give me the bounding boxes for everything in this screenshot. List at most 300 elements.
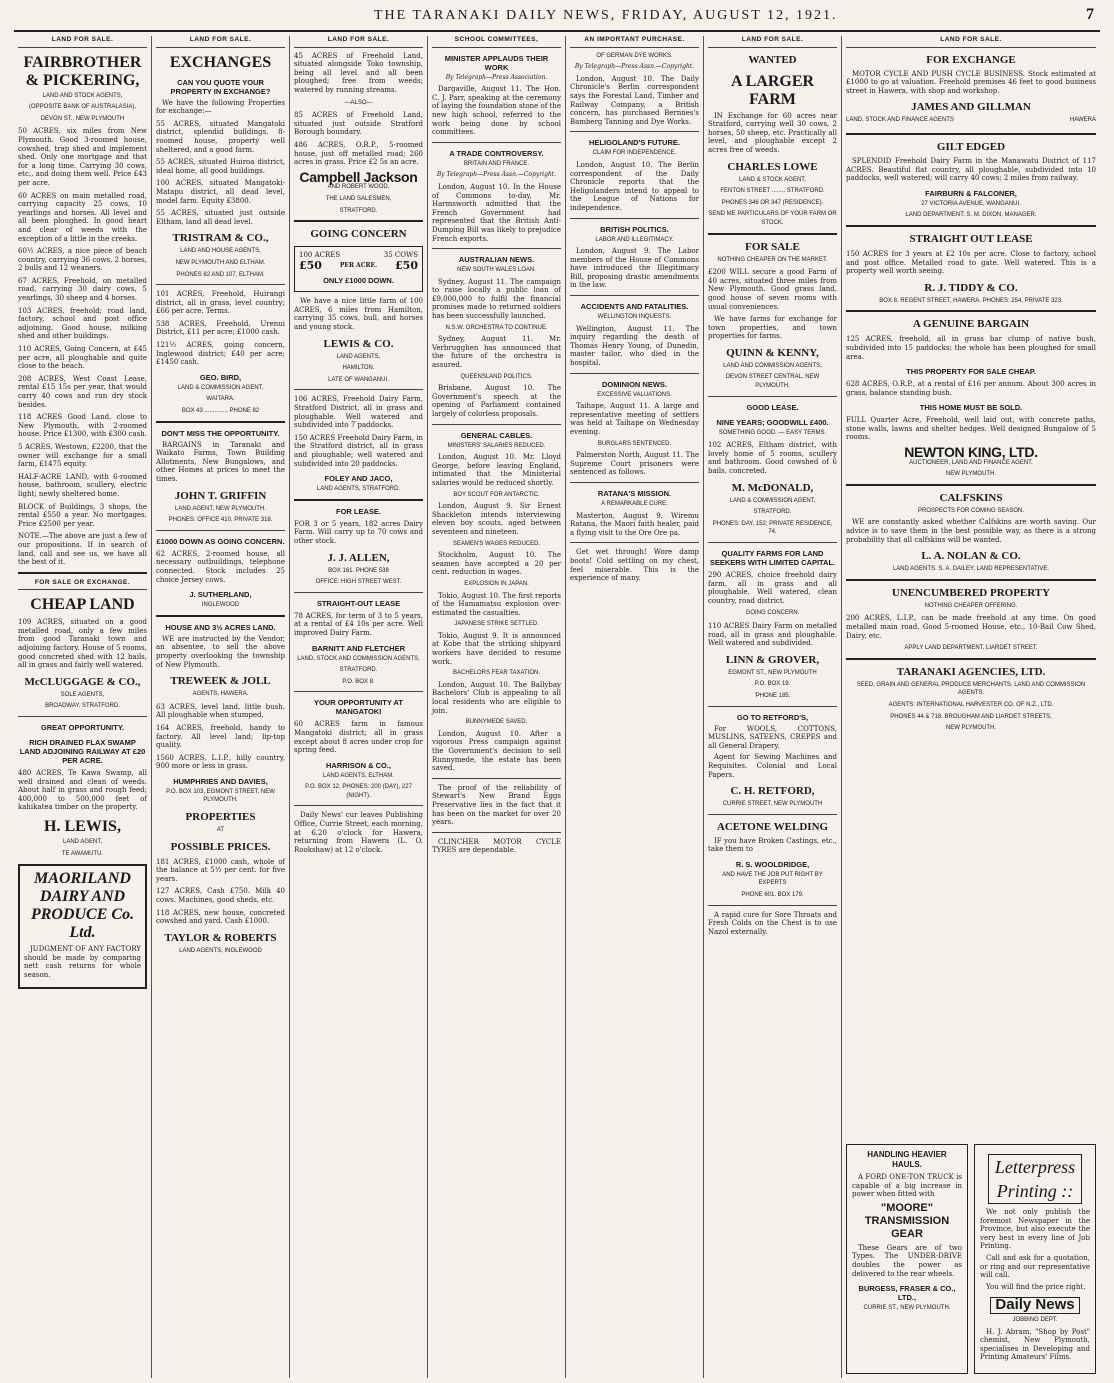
listing: 110 ACRES, Going Concern, at £45 per acre, all ploughable and quite close to the beach. bbox=[18, 345, 147, 371]
listing: 118 ACRES, new house, concreted cowshed and yard. Cash £1000. bbox=[156, 908, 285, 926]
article-subheading: BOY SCOUT FOR ANTARCTIC. bbox=[453, 491, 540, 498]
agency-name: McCLUGGAGE & CO., bbox=[24, 675, 141, 688]
article-subheading: MINISTERS' SALARIES REDUCED. bbox=[447, 442, 546, 449]
agency-address: (OPPOSITE BANK OF AUSTRALASIA), bbox=[28, 104, 137, 111]
divider bbox=[432, 248, 561, 249]
agency-sub: LAND, STOCK AND FINANCE AGENTS bbox=[846, 117, 954, 124]
article-body: Tokio, August 10. The first reports of the Hamamatsu explosion over-estimated the casualties. bbox=[432, 591, 561, 617]
article-body: London, August 9. The Labor members of the House of Commons have introduced the Illegitimacy Bill, proposing drastic amendments in the law. bbox=[570, 247, 699, 290]
article-subheading: BACHELORS FEAR TAXATION. bbox=[452, 670, 541, 677]
category-heading: LAND FOR SALE. bbox=[708, 36, 837, 48]
article-body: Taihape, August 11. A large and representative meeting of settlers was held at Taihape on Wednesday evening. bbox=[570, 402, 699, 436]
listing: 150 ACRES for 3 years at £2 10s per acre. Close to factory, school and post office. Metalled road to gate. Well watered. This is a property well worth seeing. bbox=[846, 249, 1096, 276]
listing: 486 ACRES, O.R.P., 5-roomed house, just off metalled road; 260 acres in grass. Price £2 5s an acre. bbox=[294, 140, 423, 167]
agency-phone: PHONES 82 AND 107, ELTHAM. bbox=[176, 271, 265, 278]
agency-phone: PHONES: DAY, 152; PRIVATE RESIDENCE, 74. bbox=[712, 520, 833, 536]
ad-heading: GOING CONCERN bbox=[310, 228, 407, 241]
article-byline: By Telegraph—Press Association. bbox=[445, 73, 548, 81]
ad-heading: A LARGER FARM bbox=[730, 72, 815, 108]
article-body: Sydney, August 11. Mr. Verbrugghen has announced that the future of the orchestra is assured. bbox=[432, 335, 561, 370]
business-address: CURRIE STREET, NEW PLYMOUTH bbox=[722, 801, 823, 808]
ad-body: We have the following Properties for exchange:— bbox=[156, 98, 285, 116]
ad-subheading: NOTHING CHEAPER ON THE MARKET. bbox=[717, 256, 828, 263]
article-headline: BRITISH POLITICS. bbox=[600, 224, 669, 234]
agency-box: P.O. BOX 8. bbox=[342, 678, 375, 685]
agency-sub: LAND, STOCK AND COMMISSION AGENTS, bbox=[297, 655, 420, 662]
agency-line bbox=[846, 116, 1096, 128]
listing: 103 ACRES, freehold; road land, factory, school and post office adjoining. Good house, milking shed and other buildings. bbox=[18, 306, 147, 341]
ad-heading: FOR EXCHANGE bbox=[926, 53, 1016, 66]
divider bbox=[156, 530, 285, 531]
agency-name: BARNITT AND FLETCHER bbox=[311, 643, 406, 653]
agency-sub: AGENTS: INTERNATIONAL HARVESTER CO. OF N.Z., LTD. bbox=[888, 701, 1054, 708]
divider bbox=[18, 716, 147, 717]
article-body: London, August 10. In the House of Commons to-day, Mr. Harmsworth admitted that the French Government had represented that the British Anti-Dumping Bill was likely to prejudice French exports. bbox=[432, 182, 561, 243]
ad-heading: "MOORE" TRANSMISSION GEAR bbox=[864, 1201, 950, 1240]
ad-body: AND HAVE THE JOB PUT RIGHT BY EXPERTS bbox=[722, 871, 823, 887]
divider bbox=[294, 691, 423, 692]
agency-name: HUMPHRIES AND DAVIES, bbox=[173, 776, 268, 786]
agency-address: BROADWAY, STRATFORD. bbox=[45, 703, 120, 710]
price: £50 bbox=[395, 258, 418, 272]
printing-ad bbox=[974, 1144, 1096, 1374]
article-body: Wellington, August 11. The inquiry regarding the death of Thomas Henry Young, of Dunedin, master tailor, who died in the hospital. bbox=[570, 324, 699, 368]
ad-heading: GOOD LEASE. bbox=[746, 402, 799, 412]
ad-heading: ACETONE WELDING bbox=[716, 820, 829, 833]
agency-address: DEVON STREET CENTRAL, NEW PLYMOUTH. bbox=[725, 374, 820, 390]
divider bbox=[432, 142, 561, 143]
article-body: London, August 9. Sir Ernest Shackleton intends interviewing eleven boy scouts, aged between seventeen and nineteen. bbox=[432, 502, 561, 536]
article-body: Palmerston North, August 11. The Supreme Court prisoners were sentenced as follows. bbox=[570, 451, 699, 477]
ad-heading: PROPERTIES bbox=[185, 811, 256, 824]
agency-name: J. SUTHERLAND, bbox=[189, 590, 252, 600]
listing: 50 ACRES, six miles from New Plymouth. Good 3-roomed house, cowshed, trap shed and implement shed. Only one mortgage and that for a long time. Carrying 30 cows, etc., and doing them well. Price £43 per acre. bbox=[18, 127, 147, 187]
advertisement: A rapid cure for Sore Throats and Fresh Colds on the Chest is to use Nazol externally. bbox=[708, 910, 837, 936]
divider bbox=[708, 905, 837, 906]
article-body: Sydney, August 11. The campaign to raise locally a public loan of £9,000,000 to fulfil the financial promises made to returned soldiers has been successfully launched. bbox=[432, 277, 561, 321]
divider bbox=[570, 131, 699, 132]
ad-subheading: THIS PROPERTY FOR SALE CHEAP. bbox=[906, 367, 1036, 377]
listing: FULL Quarter Acre, Freehold, well laid out, with concrete paths, stone walls, lawns and shelter hedges. Well designed Bungalow of 5 rooms. bbox=[846, 416, 1096, 442]
listing: HALF-ACRE LAND, with 6-roomed house, bathroom, scullery, electric light; newly sheltered home. bbox=[18, 472, 147, 498]
agency-address: STRATFORD. bbox=[339, 207, 378, 214]
acreage: 100 ACRES bbox=[299, 251, 341, 260]
listing: BLOCK of Buildings, 3 shops, the rental £550 a year. No mortgages. Price £2500 per year. bbox=[18, 502, 147, 528]
ad-body: Call and ask for a quotation, or ring and our representative will call. bbox=[980, 1253, 1090, 1280]
article-headline: ACCIDENTS AND FATALITIES. bbox=[580, 302, 689, 312]
divider bbox=[708, 542, 837, 543]
agency-name: JAMES AND GILLMAN bbox=[911, 101, 1031, 114]
agency-name: L. A. NOLAN & CO. bbox=[921, 550, 1021, 563]
note: NOTE.—The above are just a few of our propositions. If in search of land, call and see us, we have all the best of it. bbox=[18, 532, 147, 567]
listing: £200 WILL secure a good Farm of 40 acres, situated three miles from New Plymouth. Good grass land, good house of seven rooms with usual conveniences. bbox=[708, 268, 837, 311]
listing: 85 ACRES of Freehold Land, situated just outside Stratford Borough boundary. bbox=[294, 111, 423, 137]
divider bbox=[846, 579, 1096, 581]
agency-name: CHARLES LOWE bbox=[727, 160, 818, 173]
agency-sub: SEED, GRAIN AND GENERAL PRODUCE MERCHANTS. LAND AND COMMISSION AGENTS. bbox=[856, 681, 1086, 697]
ad-heading: FOR SALE bbox=[745, 240, 800, 253]
divider bbox=[570, 482, 699, 483]
divider bbox=[570, 295, 699, 296]
article-headline: DOMINION NEWS. bbox=[602, 379, 667, 389]
listing: 480 ACRES, Te Kawa Swamp, all well drained and clean of weeds. About half in grass and rough feed; 400,000 to 500,000 feet of kahikatea timber on the property. bbox=[18, 769, 147, 812]
page-number: 7 bbox=[1086, 6, 1094, 23]
column-3 bbox=[290, 36, 428, 1378]
article-subheading: EXCESSIVE VALUATIONS. bbox=[597, 391, 672, 398]
listing: 1560 ACRES, L.I.P., hilly country, 900 more or less in grass. bbox=[156, 753, 285, 771]
ad-body: MOTOR CYCLE AND PUSH CYCLE BUSINESS. Stock estimated at £1000 to go at valuation. Freehold premises 46 feet to good business street in Hawera, with shop and workshop. bbox=[846, 69, 1096, 95]
agency-note: APPLY LAND DEPARTMENT, LIARDET STREET. bbox=[904, 645, 1038, 652]
ad-heading: Letterpress Printing :: bbox=[988, 1154, 1082, 1204]
article-body: London, August 10. The Berlin correspondent of the Daily Chronicle reports that the Heligolanders intend to appeal to the League of Nations for independence. bbox=[570, 160, 699, 212]
column-2 bbox=[152, 36, 290, 1378]
article-subheading: SEAMEN'S WAGES REDUCED. bbox=[452, 540, 541, 547]
listing: 208 ACRES, West Coast Lease, rental £15 15s per year, that would carry 40 cows and run dry stock besides. bbox=[18, 374, 147, 409]
separator-text: —ALSO— bbox=[344, 99, 373, 106]
business-phone: PHONE 601. BOX 179. bbox=[741, 892, 804, 899]
listing: 127 ACRES, Cash £750. Milk 40 cows. Machines, good sheds, etc. bbox=[156, 887, 285, 905]
agency-name: R. J. TIDDY & CO. bbox=[924, 281, 1018, 294]
advertisement: H. J. Abram, "Shop by Post" chemist, New Plymouth, specialises in Developing and Printing Amateurs' Films. bbox=[980, 1327, 1090, 1362]
article-subheading: OF GERMAN DYE WORKS. bbox=[596, 52, 673, 59]
agency-sub: LAND & COMMISSION AGENT, bbox=[177, 384, 264, 391]
ad-body: IF you have Broken Castings, etc., take them to bbox=[708, 836, 837, 854]
ad-subheading: JOBBING DEPT. bbox=[1012, 1316, 1058, 1323]
divider bbox=[294, 592, 423, 593]
agency-address: HAWERA bbox=[1069, 117, 1096, 124]
listing: 121½ ACRES, going concern, Inglewood district; £40 per acre; £1450 cash. bbox=[156, 341, 285, 367]
price: £50 bbox=[299, 258, 322, 272]
listing: 60 ACRES farm in famous Mangatoki district; all in grass except about 8 acres under crop for spring feed. bbox=[294, 720, 423, 755]
divider bbox=[156, 284, 285, 285]
ad-subheading: GOING CONCERN. bbox=[745, 610, 800, 617]
article-byline: By Telegraph—Press Assn.—Copyright. bbox=[574, 63, 695, 71]
listing: 150 ACRES Freehold Dairy Farm, in the Stratford district, all in grass and ploughable; well watered and subdivided into 20 paddocks. bbox=[294, 433, 423, 468]
listing: 5 ACRES, Westown, £2200, that the owner will exchange for a small farm, £1475 equity. bbox=[18, 442, 147, 469]
agency-sub: LAND AND STOCK AGENTS, bbox=[42, 92, 123, 99]
moore-gear-ad bbox=[846, 1144, 968, 1374]
ad-heading: WANTED bbox=[748, 53, 797, 66]
agency-address: NEW PLYMOUTH AND ELTHAM. bbox=[175, 259, 266, 266]
column-1 bbox=[14, 36, 152, 1378]
ad-subheading: SOMETHING GOOD. — EASY TERMS. bbox=[718, 429, 827, 436]
ad-body: WE are constantly asked whether Calfskins are worth saving. Our advice is to save them in the best possible way, as there is a strong probability that all calfskins will be wanted. bbox=[846, 518, 1096, 544]
agency-address: WAITARA. bbox=[206, 396, 235, 403]
listing: 60½ ACRES, a nice piece of beach country, carrying 36 cows, 2 horses, 2 bulls and 12 weaners. bbox=[18, 247, 147, 273]
agency-address: 27 VICTORIA AVENUE, WANGANUI. bbox=[921, 200, 1021, 207]
listing: 63 ACRES, level land, little bush. All ploughable when stumped. bbox=[156, 702, 285, 720]
divider bbox=[846, 484, 1096, 486]
listing: 62 ACRES, 2-roomed house, all necessary outbuildings, telephone connected. Stock includes 25 choice Jersey cows. bbox=[156, 549, 285, 584]
divider bbox=[294, 220, 423, 222]
category-heading: SCHOOL COMMITTEES, bbox=[432, 36, 561, 48]
listing: 45 ACRES of Freehold Land, situated alongside Toko township, being all level and all been ploughed; free from weeds; watered by running streams. bbox=[294, 51, 423, 94]
ad-body: BARGAINS in Taranaki and Waikato Farms, Town Building Allotments, New Bungalows, and other Homes at prices to meet the times. bbox=[156, 440, 285, 483]
agency-sub: AND ROBERT WOOD, bbox=[327, 184, 390, 191]
deposit: ONLY £1000 DOWN. bbox=[323, 276, 394, 286]
ad-heading: POSSIBLE PRICES. bbox=[170, 840, 271, 853]
agency-sub: AUCTIONEER, LAND AND FINANCE AGENT, bbox=[909, 459, 1033, 466]
article-subheading: N.S.W. ORCHESTRA TO CONTINUE. bbox=[445, 324, 548, 331]
column-6 bbox=[704, 36, 842, 1378]
advertisement: Get wet through! Wore damp boots! Cold settling on my chest, feel miserable. This is the experience of many. bbox=[570, 548, 699, 583]
agency-phone: PHONES 346 OR 347 (RESIDENCE). bbox=[721, 199, 824, 206]
agency-name: LEWIS & CO. bbox=[323, 337, 394, 350]
agency-address: EGMONT ST., NEW PLYMOUTH bbox=[728, 669, 817, 676]
listing: 200 ACRES, L.I.P., can be made freehold at any time. On good metalled main road. Good 5-roomed House, etc., 10-Bail Cow Shed, Dairy, etc. bbox=[846, 614, 1096, 640]
article-body: Tokio, August 9. It is announced at Kobe that the striking shipyard workers have decided to resume work. bbox=[432, 631, 561, 666]
ad-subheading: RICH DRAINED FLAX SWAMP LAND ADJOINING RAILWAY AT £20 PER ACRE. bbox=[19, 738, 146, 766]
agency-sub: LAND AGENT, NEW PLYMOUTH. bbox=[175, 505, 266, 512]
ad-body: IN Exchange for 60 acres near Stratford, carrying well 30 cows, 2 horses, 50 sheep, etc. Practically all level, and ploughable except 2 acres free of weeds. bbox=[708, 111, 837, 154]
agency-name: FAIRBURN & FALCONER, bbox=[925, 188, 1017, 198]
listing: FOR 3 or 5 years, 182 acres Dairy Farm. Will carry up to 70 cows and other stock. bbox=[294, 519, 423, 545]
agency-address: DEVON ST., NEW PLYMOUTH bbox=[40, 115, 125, 122]
article-headline: HELIGOLAND'S FUTURE. bbox=[589, 138, 680, 148]
article-body: London, August 10. After a vigorous Press campaign against the Government's decision to sell Runnymede, the estate has been saved. bbox=[432, 729, 561, 773]
divider bbox=[708, 396, 837, 397]
listing: 109 ACRES, situated on a good metalled road, only a few miles from good Taranaki town and adjoining factory. House of 5 rooms, good concreted shed with 12 bails, all in grass and fairly well watered. bbox=[18, 618, 147, 670]
listing: 118 ACRES Good Land, close to New Plymouth, with 2-roomed house. Price £1300, with £300 cash. bbox=[18, 413, 147, 439]
agency-address: NEW PLYMOUTH. bbox=[945, 725, 997, 732]
ad-subheading: CAN YOU QUOTE YOUR PROPERTY IN EXCHANGE? bbox=[170, 77, 271, 96]
agency-name: M. McDONALD, bbox=[731, 481, 814, 494]
divider bbox=[708, 706, 837, 707]
agency-address: CURRIE ST., NEW PLYMOUTH. bbox=[863, 1305, 951, 1312]
maoriland-logo: MAORILAND DAIRY AND PRODUCE Co. Ltd. bbox=[30, 870, 135, 942]
ad-subheading: THIS HOME MUST BE SOLD. bbox=[919, 403, 1023, 413]
article-subheading: A REMARKABLE CURE. bbox=[601, 500, 668, 507]
ad-heading: A GENUINE BARGAIN bbox=[912, 318, 1030, 331]
ad-heading: GILT EDGED bbox=[936, 140, 1006, 153]
article-subheading: EXPLOSION IN JAPAN. bbox=[464, 580, 529, 587]
price-unit: PER ACRE. bbox=[339, 261, 378, 269]
ad-heading: UNENCUMBERED PROPERTY bbox=[891, 586, 1051, 599]
agency-address: INGLEWOOD bbox=[201, 602, 240, 609]
article-body: London, August 10. The Ballybay Bachelors' Club is appealing to all local residents who are eligible to join. bbox=[432, 680, 561, 715]
divider bbox=[432, 778, 561, 779]
divider bbox=[294, 805, 423, 806]
agency-sub: LAND AGENTS. S. A. DAILEY, LAND REPRESENTATIVE. bbox=[892, 566, 1050, 573]
agency-address: FENTON STREET ........ STRATFORD. bbox=[720, 188, 825, 195]
article-headline: GENERAL CABLES. bbox=[460, 430, 533, 440]
ad-body: Agent for Sewing Machines and Requisites. Colonial and Local Papers. bbox=[708, 753, 837, 779]
listing: 181 ACRES, £1000 cash, whole of the balance at 5½ per cent. for five years. bbox=[156, 857, 285, 883]
listing: 538 ACRES, Freehold, Urenui District, £11 per acre; £1000 cash. bbox=[156, 319, 285, 337]
agency-name: Campbell Jackson bbox=[299, 168, 418, 185]
agency-box: P.O. BOX 19. bbox=[754, 681, 791, 688]
article-subheading: BRITAIN AND FRANCE. bbox=[463, 160, 530, 167]
article-byline: By Telegraph—Press Assn.—Copyright. bbox=[436, 171, 557, 179]
agency-name: BURGESS, FRASER & CO., LTD., bbox=[858, 1284, 956, 1303]
listing: 290 ACRES, choice freehold dairy farm, all in grass and all ploughable. Well watered, clean country, road district. bbox=[708, 571, 837, 605]
advertisement: CLINCHER MOTOR CYCLE TYRES are dependable. bbox=[432, 837, 561, 855]
ad-heading: EXCHANGES bbox=[169, 53, 272, 71]
listing: 102 ACRES, Eltham district, with lovely home of 5 rooms, scullery and bathroom. Good cowshed of 6 bails, concreted. bbox=[708, 441, 837, 476]
agency-name: TRISTRAM & CO., bbox=[172, 232, 269, 245]
article-subheading: LABOR AND ILLEGITIMACY. bbox=[595, 236, 674, 243]
business-name: C. H. RETFORD, bbox=[730, 785, 815, 798]
agency-note: SEND ME PARTICULARS OF YOUR FARM OR STOCK. bbox=[708, 211, 837, 226]
article-body: London, August 10. Mr. Lloyd George, before leaving England, intimated that the Ministerial salaries would be reduced shortly. bbox=[432, 453, 561, 487]
column-4 bbox=[428, 36, 566, 1378]
category-heading: AN IMPORTANT PURCHASE. bbox=[570, 36, 699, 48]
business-name: R. S. WOOLDRIDGE, bbox=[735, 859, 810, 869]
ad-body: For WOOLS, COTTONS, MUSLINS, SATEENS, CREPES and all General Drapery. bbox=[708, 724, 837, 750]
agency-sub: LAND AGENT, bbox=[62, 839, 102, 845]
article-subheading: WELLINGTON INQUESTS. bbox=[597, 314, 672, 321]
ad-subheading: NOTHING CHEAPER OFFERING. bbox=[924, 602, 1018, 609]
article-body: Brisbane, August 10. The Government's speech at the opening of Parliament contained largely of colorless proposals. bbox=[432, 384, 561, 418]
listing: 60 ACRES on main metalled road, carrying capacity 25 cows, 10 yearlings and horses. All level and all been ploughed. In good heart and clear of weeds with the exception of a little in the creeks. bbox=[18, 191, 147, 243]
article-subheading: BUNNYMEDE SAVED. bbox=[465, 719, 528, 726]
ad-body: A FORD ONE-TON TRUCK is capable of a big increase in power when fitted with bbox=[852, 1173, 962, 1199]
divider bbox=[18, 572, 147, 574]
notice: Daily News' cur leaves Publishing Office, Currie Street, each morning, at 6.20 o'clock for Hawera, returning from Hawera (L. O. Rookshaw) at 12 o'clock. bbox=[294, 811, 423, 854]
article-headline: AUSTRALIAN NEWS. bbox=[458, 255, 535, 265]
ad-subheading: PROSPECTS FOR COMING SEASON. bbox=[917, 507, 1024, 514]
category-heading: LAND FOR SALE. bbox=[18, 36, 147, 48]
listing: 55 ACRES, situated just outside Eltham, land all dead level. bbox=[156, 209, 285, 226]
article-headline: RATANA'S MISSION. bbox=[597, 488, 672, 498]
agency-address: HAMILTON. bbox=[342, 365, 375, 372]
ad-heading: HANDLING HEAVIER HAULS. bbox=[867, 1150, 947, 1169]
maoriland-ad bbox=[18, 864, 147, 988]
agency-address: NEW PLYMOUTH. bbox=[945, 471, 997, 478]
divider bbox=[432, 424, 561, 425]
divider bbox=[156, 421, 285, 423]
agency-sub: LAND AND COMMISSION AGENTS, bbox=[723, 362, 822, 369]
agency-name: HARRISON & CO., bbox=[325, 760, 391, 770]
article-subheading: QUEENSLAND POLITICS. bbox=[460, 373, 533, 380]
agency-sub: LAND AGENTS, STRATFORD. bbox=[316, 486, 401, 493]
article-body: Stockholm, August 10. The seamen have accepted a 20 per cent. reduction in wages. bbox=[432, 551, 561, 577]
divider bbox=[846, 310, 1096, 312]
agency-sub: LAND AGENTS, bbox=[336, 353, 381, 360]
agency-sub: THE LAND SALESMEN, bbox=[325, 195, 392, 202]
agency-address: STRATFORD. bbox=[339, 667, 378, 674]
agency-sub: AGENTS, HAWERA. bbox=[192, 691, 249, 698]
agency-name: LINN & GROVER, bbox=[725, 653, 820, 666]
ad-body: These Gears are of two Types. The UNDER-DRIVE doubles the power as delivered to the rear wheels. bbox=[852, 1243, 962, 1278]
ad-heading: YOUR OPPORTUNITY AT MANGATOKI bbox=[313, 698, 404, 717]
agency-phone: BOX 161. PHONE 538 bbox=[328, 567, 389, 574]
agency-phone: PHONES 44 & 718. BROUGHAM AND LIARDET STREETS, bbox=[890, 713, 1052, 720]
agency-sub: LAND AGENTS, INGLEWOOD bbox=[179, 947, 262, 954]
agency-name: TAYLOR & ROBERTS bbox=[164, 931, 277, 944]
agency-sub: LAND & STOCK AGENT, bbox=[739, 176, 806, 183]
agency-note: LATE OF WANGANUI. bbox=[328, 376, 389, 383]
ad-body: SPLENDID Freehold Dairy Farm in the Manawatu District of 117 ACRES. Beautiful flat country, all ploughable, subdivided into 10 paddocks, well watered; will carry 40 cows; 2 miles from railway. bbox=[846, 156, 1096, 183]
ad-body: WE are instructed by the Vendor, an absentee, to sell the above property overlooking the township of New Plymouth. bbox=[156, 634, 285, 669]
divider bbox=[708, 233, 837, 235]
article-subheading: CLAIM FOR INDEPENDENCE. bbox=[592, 150, 677, 157]
listing: 106 ACRES, Freehold Dairy Farm, Stratford District, all in grass and ploughable. Well watered and subdivided into 7 paddocks. bbox=[294, 395, 423, 430]
category-heading: FOR SALE OR EXCHANGE. bbox=[18, 579, 147, 591]
ad-body: We have farms for exchange for town properties, and town properties for farms. bbox=[708, 315, 837, 341]
agency-sub: LAND AND HOUSE AGENTS, bbox=[180, 248, 261, 255]
ad-body: You will find the price right. bbox=[986, 1282, 1086, 1291]
agency-sub: LAND & COMMISSION AGENT, bbox=[729, 497, 816, 504]
agency-phone: 'PHONE 185. bbox=[754, 692, 791, 699]
article-body: Masterton, August 9. Wiremu Ratana, the Maori faith healer, paid a flying visit to the Ore Ore pa. bbox=[570, 511, 699, 537]
advertisement: The proof of the reliability of Stewart's New Brand Eggs Preservative lies in the fact that it has been on the market for over 20 years. bbox=[432, 783, 561, 827]
agency-phone: P.O. BOX 12. PHONES: 200 (DAY), 227 (NIGHT). bbox=[305, 784, 412, 799]
divider bbox=[294, 499, 423, 501]
listing: 101 ACRES, Freehold, Huirangi district, all in grass, level country; £66 per acre. Terms. bbox=[156, 290, 285, 316]
agency-name: TARANAKI AGENCIES, LTD. bbox=[896, 665, 1046, 678]
agency-name: GEO. BIRD, bbox=[199, 372, 242, 382]
agency-phone: PHONES: OFFICE 410, PRIVATE 318. bbox=[168, 517, 273, 524]
listing: 78 ACRES, for term of 3 to 5 years, at a rental of £4 10s per acre. Well improved Dairy Farm. bbox=[294, 611, 423, 637]
divider bbox=[432, 832, 561, 833]
category-heading: LAND FOR SALE. bbox=[294, 36, 423, 48]
column-7 bbox=[842, 36, 1100, 1378]
ad-heading: HOUSE AND 3½ ACRES LAND. bbox=[165, 622, 276, 632]
agency-sub: SOLE AGENTS, bbox=[60, 691, 105, 698]
article-body: Dargaville, August 11. The Hon. C. J. Parr, speaking at the ceremony of laying the foundation stone of the new high school, referred to the work being done by school committees. bbox=[432, 85, 562, 137]
agency-address: OFFICE: HIGH STREET WEST. bbox=[315, 579, 402, 586]
agency-name: QUINN & KENNY, bbox=[726, 346, 819, 359]
agency-address: P.O. BOX 103, EGMONT STREET, NEW PLYMOUTH. bbox=[166, 788, 275, 804]
agency-address: STRATFORD. bbox=[753, 509, 792, 516]
divider bbox=[570, 373, 699, 374]
daily-news-logo: Daily News bbox=[990, 1297, 1080, 1314]
ad-heading: QUALITY FARMS FOR LAND SEEKERS WITH LIMITED CAPITAL. bbox=[709, 549, 836, 567]
agency-name: JOHN T. GRIFFIN bbox=[174, 489, 267, 502]
agency-address: BOX 8. REGENT STREET, HAWERA. PHONES: 254, PRIVATE 323. bbox=[879, 297, 1063, 304]
ad-heading: CHEAP LAND bbox=[30, 596, 135, 614]
article-headline: MINISTER APPLAUDS THEIR WORK bbox=[444, 53, 549, 72]
divider bbox=[708, 814, 837, 815]
listing: 100 ACRES, situated Mangatoki-Matapu district, all dead level, model farm. Equity £3800. bbox=[156, 179, 285, 205]
agency-name: NEWTON KING, LTD. bbox=[904, 444, 1038, 461]
agency-sub: LAND AGENTS, ELTHAM. bbox=[323, 772, 394, 779]
agency-dept: LAND DEPARTMENT: S. M. DIXON, MANAGER. bbox=[905, 212, 1037, 219]
ad-heading: CALFSKINS bbox=[939, 491, 1003, 504]
ad-body: We have a nice little farm of 100 ACRES, 6 miles from Hamilton, carrying 35 cows, bull, and horses and young stock. bbox=[294, 297, 423, 332]
ad-heading: GREAT OPPORTUNITY. bbox=[40, 723, 125, 733]
agency-name: FOLEY AND JACO, bbox=[324, 474, 393, 484]
listing: 628 ACRES, O.R.P., at a rental of £16 per annum. About 300 acres in grass, balance standing bush. bbox=[846, 380, 1096, 397]
ad-heading: DON'T MISS THE OPPORTUNITY. bbox=[161, 428, 280, 438]
category-heading: LAND FOR SALE. bbox=[846, 36, 1096, 48]
ad-heading: STRAIGHT-OUT LEASE bbox=[316, 598, 401, 608]
newspaper-columns bbox=[14, 36, 1100, 1378]
divider bbox=[570, 218, 699, 219]
masthead-line: THE TARANAKI DAILY NEWS, FRIDAY, AUGUST 12, 1921. bbox=[374, 8, 838, 23]
bottom-ads bbox=[846, 1144, 1096, 1374]
article-subheading: BURGLARS SENTENCED. bbox=[597, 440, 672, 447]
column-5 bbox=[566, 36, 704, 1378]
ad-heading: £1000 DOWN AS GOING CONCERN. bbox=[156, 536, 285, 546]
listing: 164 ACRES, freehold, handy to factory. All level land; lip-top quality. bbox=[156, 723, 285, 750]
agency-address: TE AWAMUTU. bbox=[61, 850, 104, 857]
divider bbox=[846, 225, 1096, 227]
divider bbox=[846, 133, 1096, 135]
agency-name: TREWEEK & JOLL bbox=[170, 675, 271, 688]
agency-name: J. J. ALLEN, bbox=[327, 551, 390, 564]
ad-body: JUDGMENT OF ANY FACTORY should be made by comparing nett cash returns for whole season. bbox=[24, 945, 141, 979]
ad-heading: FOR LEASE. bbox=[335, 506, 381, 516]
divider bbox=[570, 542, 699, 543]
article-body: London, August 10. The Daily Chronicle's Berlin correspondent says the Forestal Land, Timber and Railway Company, a British concern, has purchased Bernnes's Bamberg Tanning and Dye Works. bbox=[570, 74, 699, 126]
article-headline: A TRADE CONTROVERSY. bbox=[449, 148, 544, 158]
going-concern-box bbox=[294, 246, 423, 292]
category-heading: LAND FOR SALE. bbox=[156, 36, 285, 48]
listing: 110 ACRES Dairy Farm on metalled road, all in grass and ploughable. Well watered and subdivided. bbox=[708, 621, 837, 648]
divider bbox=[156, 615, 285, 617]
